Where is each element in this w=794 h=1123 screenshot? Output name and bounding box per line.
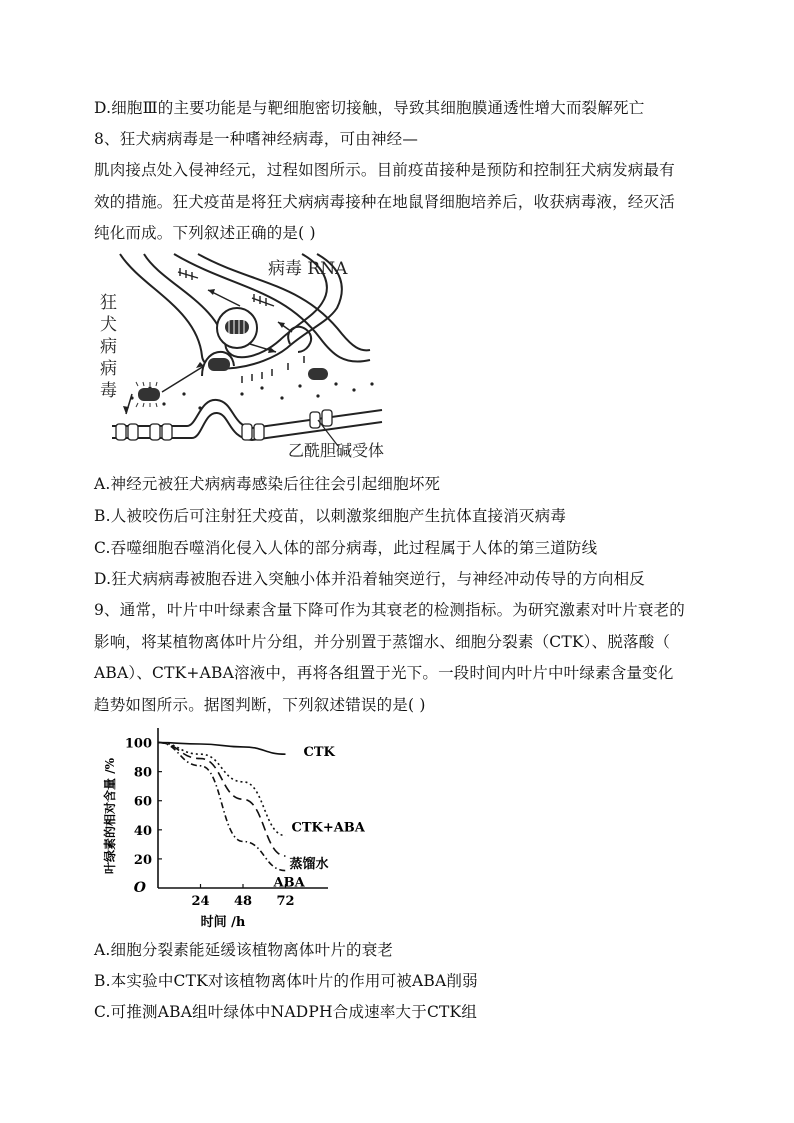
q8-option-d: D.狂犬病病毒被胞吞进入突触小体并沿着轴突逆行，与神经冲动传导的方向相反 (94, 570, 646, 588)
origin-label: O (133, 880, 146, 896)
series-line-ABA (158, 743, 286, 871)
y-tick-label: 80 (133, 765, 152, 781)
label-acetylcholine-receptor: 乙酰胆碱受体 (288, 441, 385, 460)
receptor-marks (242, 356, 304, 383)
q8-stem-line3: 效的措施。狂犬疫苗是将狂犬病病毒接种在地鼠肾细胞培养后，收获病毒液，经灭活 (94, 193, 675, 211)
synaptic-cleft-dots (130, 382, 373, 409)
q7-option-d: D.细胞Ⅲ的主要功能是与靶细胞密切接触，导致其细胞膜通透性增大而裂解死亡 (94, 99, 645, 117)
q9-stem-line3: ABA）、CTK+ABA溶液中，再将各组置于光下。一段时间内叶片中叶绿素含量变化 (94, 664, 674, 682)
q9-stem-line2: 影响，将某植物离体叶片分组，并分别置于蒸馏水、细胞分裂素（CTK）、脱落酸（ (94, 633, 671, 651)
q8-stem-line4: 纯化而成。下列叙述正确的是( ) (94, 224, 316, 242)
y-tick-label: 40 (133, 823, 152, 839)
y-tick-label: 100 (124, 736, 152, 752)
virus-entering (208, 358, 230, 371)
chlorophyll-chart (96, 722, 366, 930)
x-tick-label: 72 (276, 894, 295, 909)
x-tick-label: 48 (233, 894, 253, 909)
y-tick-label: 20 (133, 852, 152, 868)
neuromuscular-junction-diagram (92, 248, 392, 463)
y-tick-label: 60 (133, 794, 152, 810)
fusion-vesicle (288, 327, 311, 352)
viral-rna-strands (178, 268, 274, 306)
q9-option-b: B.本实验中CTK对该植物离体叶片的作用可被ABA削弱 (94, 972, 478, 990)
q9-option-c: C.可推测ABA组叶绿体中NADPH合成速率大于CTK组 (94, 1003, 478, 1021)
q8-option-c: C.吞噬细胞吞噬消化侵入人体的部分病毒，此过程属于人体的第三道防线 (94, 539, 598, 557)
x-axis-label: 时间 /h (200, 915, 246, 930)
label-virus-char5: 毒 (100, 381, 117, 401)
q9-stem-line1: 9、通常，叶片中叶绿素含量下降可作为其衰老的检测指标。为研究激素对叶片衰老的 (94, 601, 685, 619)
series-label: 蒸馏水 (289, 857, 329, 872)
label-virus-char1: 狂 (100, 293, 117, 313)
q8-option-a: A.神经元被狂犬病病毒感染后往往会引起细胞坏死 (94, 475, 441, 493)
y-axis-label: 叶绿素的相对含量 /% (103, 758, 117, 874)
virus-in-vesicle (225, 320, 249, 334)
x-tick-label: 24 (191, 894, 210, 909)
q9-option-a: A.细胞分裂素能延缓该植物离体叶片的衰老 (94, 941, 394, 959)
virus-at-right (308, 368, 328, 380)
label-virus-char2: 犬 (100, 315, 117, 335)
label-virus-char3: 病 (100, 337, 117, 357)
q9-stem-line4: 趋势如图所示。据图判断，下列叙述错误的是( ) (94, 696, 426, 714)
q8-stem-line1: 8、狂犬病病毒是一种嗜神经病毒，可由神经— (94, 130, 419, 148)
q8-stem-line2: 肌肉接点处入侵神经元，过程如图所示。目前疫苗接种是预防和控制狂犬病发病最有 (94, 161, 675, 179)
label-virus-char4: 病 (100, 359, 117, 379)
series-line-蒸馏水 (158, 743, 286, 856)
series-label: CTK+ABA (291, 820, 365, 836)
series-label: CTK (303, 745, 335, 761)
q8-option-b: B.人被咬伤后可注射狂犬疫苗，以刺激浆细胞产生抗体直接消灭病毒 (94, 507, 567, 525)
rabies-virus-particle (136, 382, 160, 407)
series-label: ABA (273, 875, 305, 891)
series-line-CTK+ABA (158, 743, 286, 836)
label-viral-rna: 病毒 RNA (268, 259, 348, 279)
